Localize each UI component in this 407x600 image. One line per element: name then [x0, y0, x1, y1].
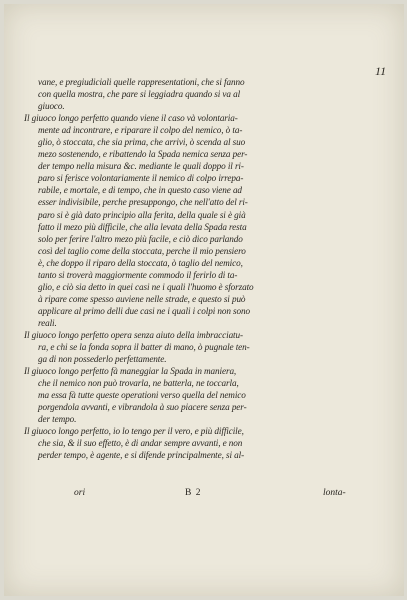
text-line: vane, e pregiudiciali quelle rappresentationi, che si fanno: [38, 77, 245, 87]
text-line: Il giuoco longo perfetto quando viene il caso và volontaria-: [24, 113, 238, 124]
text-line: Il giuoco longo perfetto, io lo tengo per il vero, e più difficile,: [24, 426, 244, 437]
body-text: [24, 76, 364, 462]
text-line: giuoco.: [38, 101, 65, 112]
page-number: 11: [375, 64, 387, 78]
footer-mark: ori: [74, 488, 86, 498]
paragraph: [24, 76, 364, 112]
text-line: rabile, e mortale, e di tempo, che in questo caso viene ad: [38, 185, 242, 196]
paragraph: [24, 425, 364, 461]
text-line: Il giuoco longo perfetto fà maneggiar la Spada in maniera,: [24, 366, 237, 377]
paragraph: [24, 329, 364, 365]
text-line: ga di non possederlo perfettamente.: [38, 354, 167, 365]
text-line: che il nemico non può trovarla, ne batterla, ne toccarla,: [38, 378, 239, 389]
text-line: ma essa fà tutte queste operationi verso quella del nemico: [38, 390, 246, 401]
paragraph: [24, 112, 364, 329]
text-line: glio, ò stoccata, che sia prima, che arrivi, ò scenda al suo: [38, 137, 246, 148]
text-line: porgendola avvanti, e vibrandola à suo piacere senza per-: [38, 402, 247, 413]
text-line: à ripare come spesso auviene nelle strade, e questo si può: [38, 293, 246, 304]
text-line: der tempo.: [38, 414, 77, 425]
text-line: perder tempo, è agente, e si difende principalmente, si al-: [38, 450, 245, 461]
text-line: esser indivisibile, perche presuppongo, che nell'atto del ri-: [38, 197, 248, 208]
text-line: che sia, & il suo effetto, è di andar sempre avvanti, e non: [38, 438, 243, 449]
catchword: lonta-: [323, 488, 346, 498]
text-line: der tempo nella misura &c. mediante le quali doppo il ri-: [38, 161, 244, 172]
paragraph: [24, 365, 364, 425]
text-line: mezo sostenendo, e ribattendo la Spada nemica senza per-: [38, 149, 248, 160]
text-line: Il giuoco longo perfetto opera senza aiuto della imbracciatu-: [24, 329, 243, 340]
text-line: così del taglio come della stoccata, perche il mio pensiero: [38, 245, 246, 256]
text-line: reali.: [38, 317, 57, 328]
text-line: glio, e ciò sia detto in quei casi ne i quali l'huomo è sforzato: [38, 281, 254, 292]
signature-mark: B 2: [185, 488, 202, 498]
text-line: applicare al primo delli due casi ne i quali i colpi non sono: [38, 305, 250, 316]
text-line: con quella mostra, che pare si leggiadra quando si va al: [38, 89, 241, 100]
text-line: paro si ferisce volontariamente il nemico di colpo irrepa-: [38, 173, 244, 184]
text-line: solo per ferire l'altro mezo più facile, e ciò dico parlando: [38, 233, 243, 244]
text-line: tanto si troverà maggiormente commodo il ferirlo di ta-: [38, 269, 238, 280]
text-line: ra, e chi se la fonda sopra il batter di mano, ò pugnale ten-: [38, 342, 250, 353]
text-line: mente ad incontrare, e riparare il colpo del nemico, ò ta-: [38, 125, 243, 136]
text-line: è, che doppo il riparo della stoccata, ò taglio del nemico,: [38, 257, 243, 268]
text-line: fatto il mezo più difficile, che alla levata della Spada resta: [38, 221, 247, 232]
text-line: paro si è già dato principio alla ferita, della quale si è già: [38, 209, 246, 220]
book-page: [4, 4, 404, 596]
